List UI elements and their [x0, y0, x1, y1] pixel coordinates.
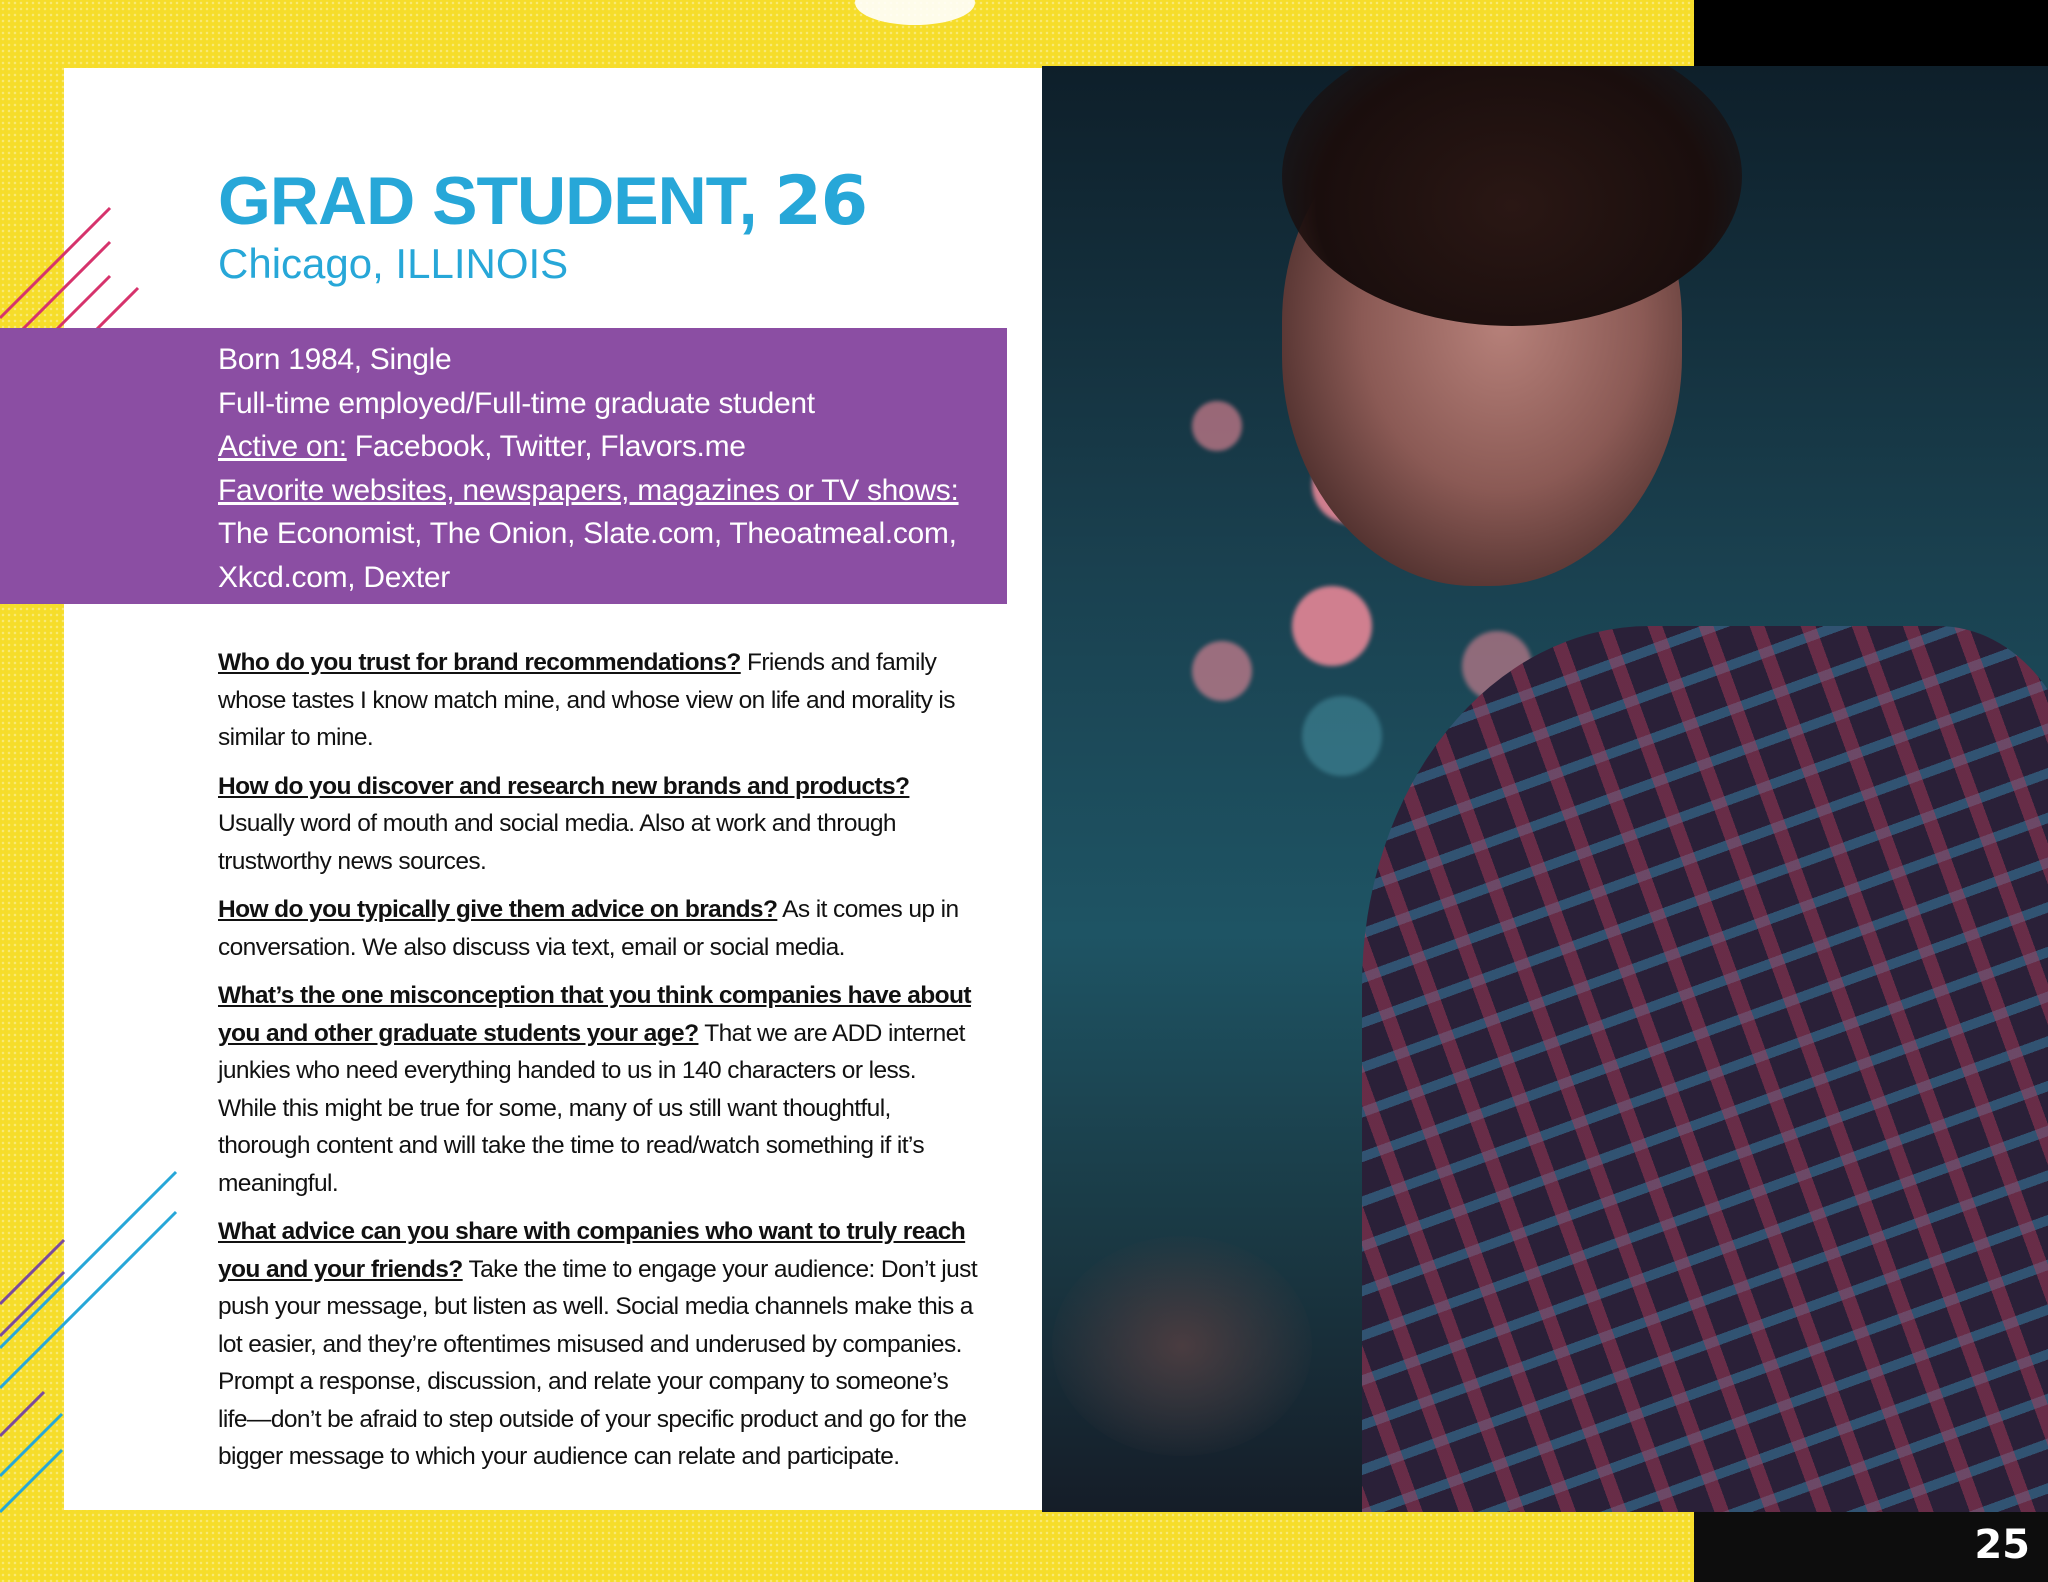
answer: Usually word of mouth and social media. Also at work and through trustworthy news sources. — [218, 810, 896, 875]
interview-qa — [218, 644, 978, 1487]
question: How do you discover and research new brands and products? — [218, 772, 910, 800]
profile-active-on — [218, 425, 959, 469]
profile-details — [218, 338, 959, 599]
answer: Friends and family whose tastes I know match mine, and whose view on life and morality is similar to mine. — [218, 649, 955, 751]
qa-item — [218, 768, 978, 881]
question: What advice can you share with companies who want to truly reach you and your friends? — [218, 1218, 966, 1283]
hand — [1052, 1236, 1312, 1456]
plaid-shirt — [1362, 626, 2048, 1512]
page-title — [218, 162, 867, 241]
bokeh-light — [1292, 586, 1372, 666]
bokeh-light — [1192, 401, 1242, 451]
age: 26 — [774, 162, 868, 241]
bokeh-light — [1302, 696, 1382, 776]
qa-item — [218, 644, 978, 757]
profile-birth: Born 1984, Single — [218, 343, 452, 376]
favorites-label: Favorite websites, newspapers, magazines or TV shows: — [218, 473, 959, 507]
title-text: GRAD STUDENT, — [218, 163, 757, 239]
question: Who do you trust for brand recommendations? — [218, 649, 741, 676]
bokeh-light — [1192, 641, 1252, 701]
active-on-label: Active on: — [218, 430, 347, 463]
favorites-line-2: Xkcd.com, Dexter — [218, 560, 450, 594]
question: What’s the one misconception that you think companies have about you and other graduate students your age? — [218, 982, 971, 1047]
profile-employment: Full-time employed/Full-time graduate student — [218, 386, 815, 420]
answer: As it comes up in conversation. We also discuss via text, email or social media. — [218, 896, 959, 961]
qa-item — [218, 891, 978, 966]
qa-item — [218, 1213, 978, 1476]
answer: Take the time to engage your audience: Don’t just push your message, but listen as well. Social media channels make this a lot easier, and they’re oftentimes misused and underused by companies. Prompt a response, discussion, and relate your company to someone’s life—don’t be afraid to step outside of your specific product and go for the bigger message to which your audience can relate and participate. — [218, 1255, 978, 1470]
page-number: 25 — [1974, 1522, 2030, 1568]
active-on-value: Facebook, Twitter, Flavors.me — [346, 430, 746, 463]
qa-item — [218, 977, 978, 1202]
favorites-line-1: The Economist, The Onion, Slate.com, Theoatmeal.com, — [218, 517, 957, 550]
answer: That we are ADD internet junkies who need everything handed to us in 140 characters or less. While this might be true for some, many of us still want thoughtful, thorough content and will take the time to read/watch something if it’s meaningful. — [218, 1019, 965, 1197]
portrait-photo — [1042, 66, 2048, 1512]
location-subtitle: Chicago, ILLINOIS — [218, 240, 569, 287]
question: How do you typically give them advice on brands? — [218, 896, 778, 923]
